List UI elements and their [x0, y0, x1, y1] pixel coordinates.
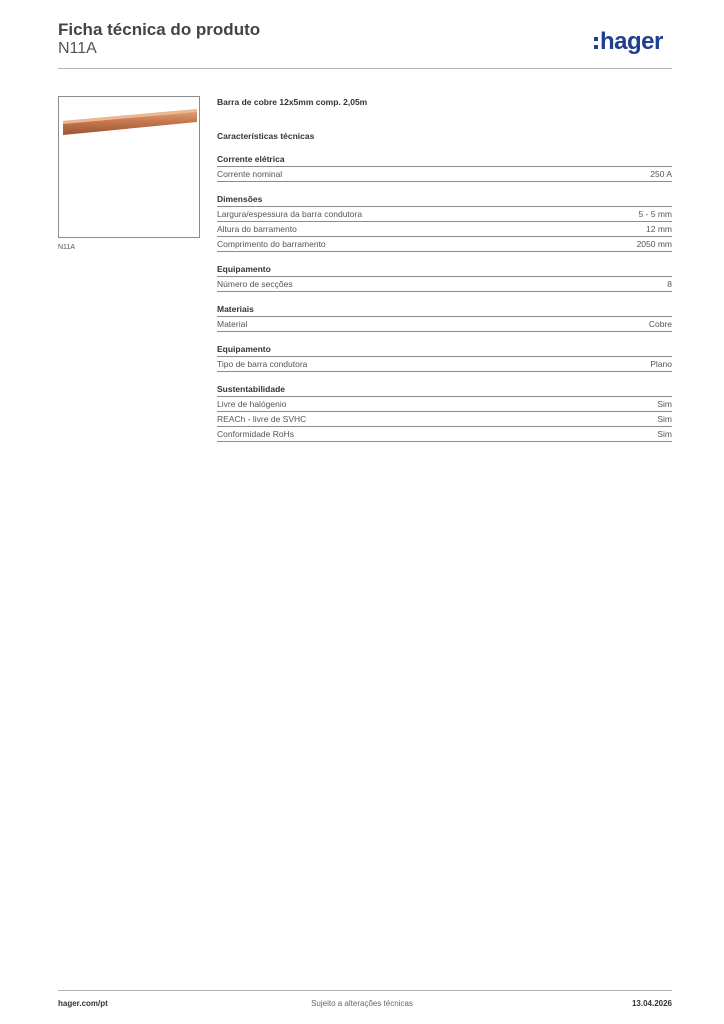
spec-value: Sim	[657, 414, 672, 424]
spec-row	[217, 397, 672, 412]
section-title: Sustentabilidade	[217, 383, 672, 397]
spec-row	[217, 277, 672, 292]
spec-label: Altura do barramento	[217, 224, 297, 234]
spec-label: Largura/espessura da barra condutora	[217, 209, 363, 219]
spec-value: Cobre	[648, 319, 672, 329]
section-title: Equipamento	[217, 343, 672, 357]
hager-logo[interactable]	[594, 28, 663, 56]
spec-row	[217, 207, 672, 222]
spec-section	[217, 383, 672, 442]
spec-value: Sim	[657, 399, 672, 409]
spec-content	[217, 96, 672, 442]
page-title: Ficha técnica do produto	[58, 20, 261, 39]
spec-section	[217, 193, 672, 252]
footer-disclaimer: Sujeito a alterações técnicas	[311, 999, 413, 1008]
spec-row	[217, 357, 672, 372]
section-title: Equipamento	[217, 263, 672, 277]
spec-label: Tipo de barra condutora	[217, 359, 308, 369]
spec-label: Corrente nominal	[217, 169, 283, 179]
copper-bar-icon	[59, 97, 199, 237]
spec-label: Livre de halógenio	[217, 399, 287, 409]
header-divider	[58, 68, 672, 69]
spec-section	[217, 343, 672, 372]
spec-row	[217, 412, 672, 427]
spec-value: 250 A	[650, 169, 672, 179]
spec-row	[217, 167, 672, 182]
product-code: N11A	[58, 40, 97, 57]
spec-label: Conformidade RoHs	[217, 429, 295, 439]
spec-label: Número de secções	[217, 279, 293, 289]
tech-characteristics-title: Características técnicas	[217, 131, 315, 141]
image-caption: N11A	[58, 244, 75, 251]
section-title: Materiais	[217, 303, 672, 317]
footer-website-link[interactable]: hager.com/pt	[58, 999, 108, 1008]
spec-value: Sim	[657, 429, 672, 439]
spec-row	[217, 427, 672, 442]
section-title: Dimensões	[217, 193, 672, 207]
spec-label: REACh - livre de SVHC	[217, 414, 307, 424]
footer-date: 13.04.2026	[631, 999, 672, 1008]
spec-section	[217, 153, 672, 182]
spec-label: Material	[217, 319, 248, 329]
logo-text: hager	[600, 28, 663, 55]
spec-row	[217, 317, 672, 332]
spec-label: Comprimento do barramento	[217, 239, 326, 249]
logo-dots-icon	[594, 37, 598, 49]
spec-row	[217, 237, 672, 252]
spec-value: 5 - 5 mm	[638, 209, 672, 219]
product-description: Barra de cobre 12x5mm comp. 2,05m	[217, 97, 368, 107]
product-image	[58, 96, 200, 238]
spec-row	[217, 222, 672, 237]
spec-value: Plano	[650, 359, 672, 369]
spec-section	[217, 303, 672, 332]
spec-section	[217, 263, 672, 292]
footer-divider	[58, 990, 672, 991]
spec-value: 2050 mm	[636, 239, 672, 249]
spec-value: 12 mm	[646, 224, 672, 234]
section-title: Corrente elétrica	[217, 153, 672, 167]
spec-value: 8	[667, 279, 672, 289]
